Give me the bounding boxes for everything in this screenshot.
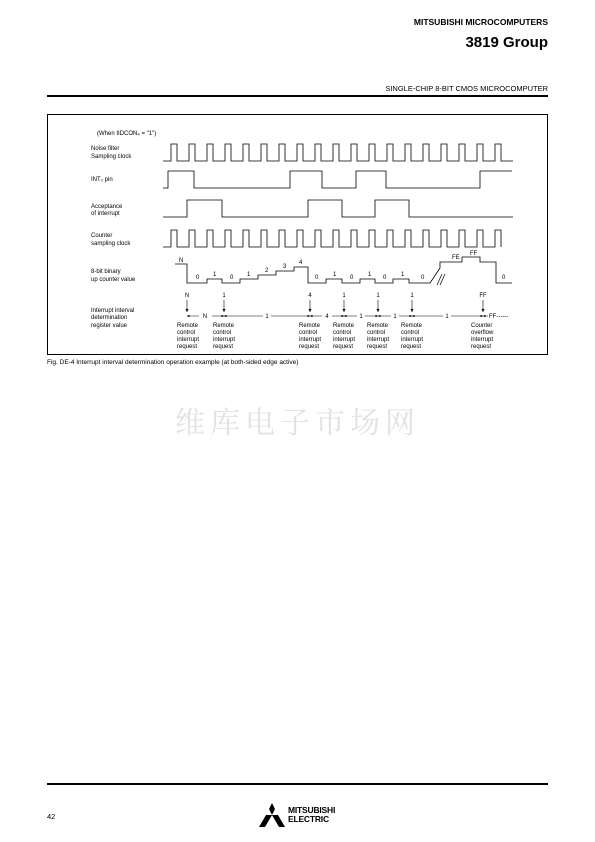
remote-request-note-2 (213, 323, 235, 350)
brand-wordmark-line-1: MITSUBISHI (288, 805, 336, 815)
svg-text:control: control (177, 330, 196, 336)
counter-clock-label-1: Counter (91, 233, 113, 239)
svg-text:overflow: overflow (471, 330, 494, 336)
counter-value-label: 0 (196, 275, 200, 281)
counter-value-label-1: 8-bit binary (91, 269, 121, 275)
watermark: 维库电子市场网 (175, 406, 420, 441)
acceptance-label-2: of interrupt (91, 211, 120, 217)
register-label-2: determination (91, 315, 128, 321)
svg-text:control: control (213, 330, 232, 336)
svg-text:Remote: Remote (333, 323, 355, 329)
remote-request-note-5 (367, 323, 389, 350)
svg-text:request: request (401, 344, 422, 350)
overflow-request-note (471, 323, 494, 350)
remote-request-note-6 (401, 323, 423, 350)
counter-value-label: 1 (401, 272, 405, 278)
svg-text:control: control (299, 330, 318, 336)
svg-text:interrupt: interrupt (177, 337, 200, 343)
register-value-label: 4 (308, 293, 312, 299)
register-value-label: FF (479, 293, 487, 299)
figure-caption: Fig. DE-4 Interrupt interval determination operation example (at both-sided edge active) (47, 359, 299, 366)
svg-text:request: request (177, 344, 198, 350)
svg-text:Remote: Remote (299, 323, 321, 329)
svg-text:Counter: Counter (471, 323, 493, 329)
brand-wordmark (288, 806, 335, 824)
svg-text:interrupt: interrupt (299, 337, 322, 343)
register-load-arrows (187, 300, 483, 312)
register-value-label: N (184, 293, 190, 299)
counter-value-label: 1 (247, 272, 251, 278)
acceptance-label-1: Acceptance (91, 204, 123, 210)
counter-value-label: 0 (230, 275, 234, 281)
svg-text:Remote: Remote (177, 323, 199, 329)
counter-value-label: N (179, 258, 184, 264)
counter-value-label: 0 (502, 275, 506, 281)
counter-value-label: 1 (368, 272, 372, 278)
remote-request-note-1 (177, 323, 199, 350)
counter-value-label: 4 (299, 260, 303, 266)
interval-value-label: FF------ (489, 314, 509, 320)
counter-clock-waveform (163, 230, 501, 247)
counter-value-label: 2 (265, 268, 269, 274)
interval-value-label: 1 (265, 314, 269, 320)
svg-text:request: request (213, 344, 234, 350)
counter-value-label: FE (452, 255, 460, 261)
register-value-label: 1 (376, 293, 380, 299)
svg-text:Remote: Remote (401, 323, 423, 329)
counter-value-label: FF (470, 251, 478, 257)
product-group-title: 3819 Group (465, 34, 548, 51)
page-number: 42 (47, 812, 56, 821)
counter-value-label: 1 (333, 272, 337, 278)
svg-text:request: request (299, 344, 320, 350)
svg-text:interrupt: interrupt (367, 337, 390, 343)
register-label-1: Interrupt interval (91, 308, 135, 314)
svg-text:interrupt: interrupt (401, 337, 424, 343)
register-value-label: 1 (342, 293, 346, 299)
remote-request-note-4 (333, 323, 355, 350)
register-value-label: 1 (222, 293, 226, 299)
register-label-3: register value (91, 323, 128, 329)
remote-request-note-3 (299, 323, 321, 350)
brand-wordmark-line-2: ELECTRIC (288, 814, 329, 824)
counter-value-label: 0 (350, 275, 354, 281)
counter-value-waveform (175, 257, 512, 283)
mitsubishi-logo-icon (258, 803, 286, 828)
interval-value-label: 1 (359, 314, 363, 320)
interval-value-label: 4 (325, 314, 329, 320)
svg-text:interrupt: interrupt (471, 337, 494, 343)
counter-value-label: 1 (213, 272, 217, 278)
counter-value-label: 0 (421, 275, 425, 281)
svg-text:control: control (367, 330, 386, 336)
svg-text:Remote: Remote (367, 323, 389, 329)
counter-value-label: 0 (383, 275, 387, 281)
interval-value-label: 1 (445, 314, 449, 320)
register-value-label: 1 (410, 293, 414, 299)
counter-clock-label-2: sampling clock (91, 241, 131, 247)
svg-text:request: request (333, 344, 354, 350)
condition-label: (When IIDCON₄ = "1") (97, 131, 157, 137)
noise-filter-waveform (163, 144, 513, 161)
footer-rule (47, 783, 548, 785)
svg-text:Remote: Remote (213, 323, 235, 329)
int-pin-label: INT₂ pin (91, 177, 113, 183)
interval-value-label: 1 (393, 314, 397, 320)
svg-text:interrupt: interrupt (213, 337, 236, 343)
svg-text:control: control (401, 330, 420, 336)
counter-value-label: 0 (315, 275, 319, 281)
counter-value-label-2: up counter value (91, 277, 136, 283)
svg-text:request: request (471, 344, 492, 350)
interval-value-label: N (202, 314, 208, 320)
svg-text:request: request (367, 344, 388, 350)
noise-filter-label-2: Sampling clock (91, 154, 132, 160)
svg-text:interrupt: interrupt (333, 337, 356, 343)
company-header: MITSUBISHI MICROCOMPUTERS (413, 17, 548, 27)
counter-value-label: 3 (283, 264, 287, 270)
acceptance-waveform (163, 200, 513, 217)
noise-filter-label-1: Noise filter (91, 146, 120, 152)
int-pin-waveform (163, 171, 512, 188)
document-subtitle: SINGLE-CHIP 8-BIT CMOS MICROCOMPUTER (385, 84, 548, 93)
svg-text:control: control (333, 330, 352, 336)
counter-break-mark (437, 274, 445, 285)
